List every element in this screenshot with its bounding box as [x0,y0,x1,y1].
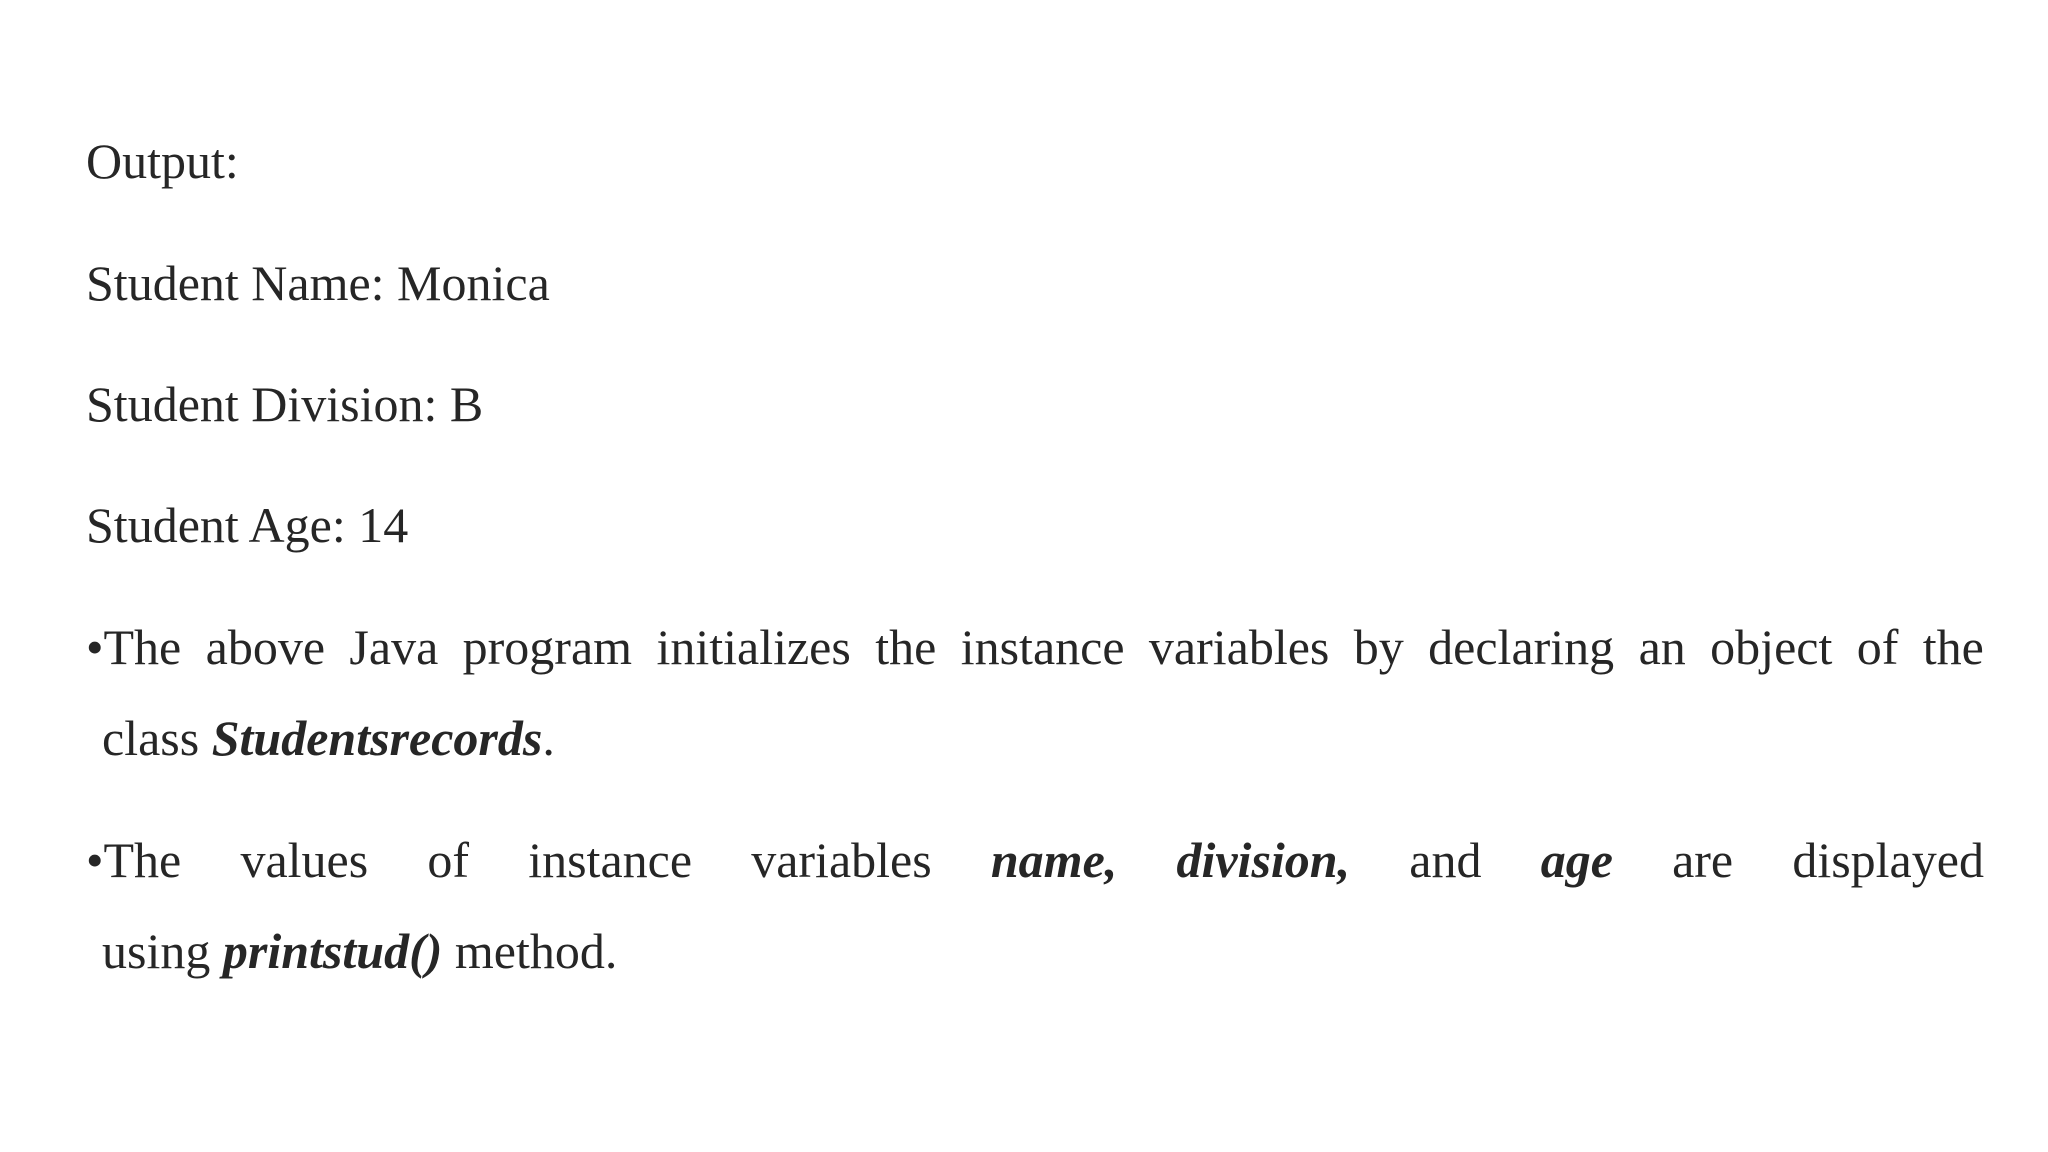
bullet-2-row-1 [86,832,1984,888]
class-name-emphasis: Studentsrecords [211,710,543,766]
word: of [1856,619,1899,675]
word: variables [1148,619,1330,675]
student-age-line: Student Age: 14 [86,497,409,553]
word: of [427,832,470,888]
output-heading: Output: [86,133,239,189]
word: by [1353,619,1404,675]
word: initializes [656,619,851,675]
word: are [1672,832,1734,888]
word: •The [86,832,182,888]
word: and [1409,832,1482,888]
word: values [240,832,369,888]
bullet-2-row-2 [102,923,618,979]
variable-division-emphasis: division, [1176,832,1351,888]
method-name-emphasis: printstud() [222,923,443,979]
bullet-1-row-1 [86,619,1984,675]
bullet-1-row-2 [102,710,555,766]
word: instance [528,832,693,888]
word: •The [86,619,182,675]
word: the [1922,619,1984,675]
word: variables [751,832,932,888]
word: object [1710,619,1833,675]
word: declaring [1428,619,1615,675]
student-name-line: Student Name: Monica [86,255,550,311]
student-division-line: Student Division: B [86,376,484,432]
text: . [542,710,555,766]
word: displayed [1792,832,1984,888]
word: the [875,619,937,675]
text: using [102,923,223,979]
variable-name-emphasis: name, [990,832,1118,888]
variable-age-emphasis: age [1540,832,1613,888]
word: Java [349,619,439,675]
word: instance [960,619,1125,675]
text: class [102,710,212,766]
word: above [205,619,326,675]
word: program [462,619,633,675]
text: method. [442,923,618,979]
word: an [1638,619,1686,675]
